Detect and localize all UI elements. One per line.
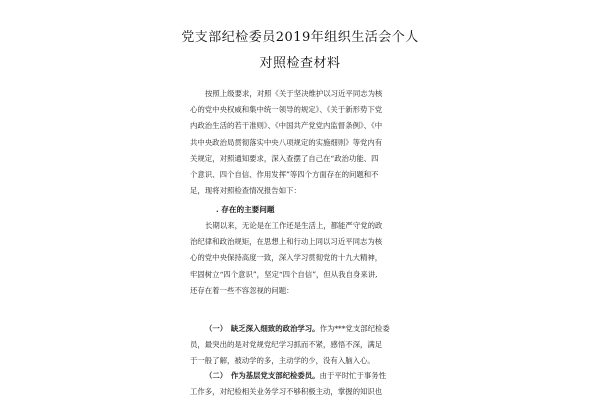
item-2-first-rest: 由于平时忙于事务性: [319, 371, 387, 380]
intro-line: 按照上级要求，对照《关于坚决维护以习近平同志为核: [205, 89, 383, 98]
section-line: 还存在着一些不容忽视的问题：: [190, 285, 294, 295]
item-1-paragraph: [190, 321, 412, 370]
item-1-line: 于一般了解，被动学的多，主动学的少，没有入脑入心。: [190, 356, 375, 366]
section-line: 长期以来，无论是在工作还是生活上，都能严守党的政: [205, 221, 383, 230]
intro-line: 心的党中央权威和集中统一领导的规定》、《关于新形势下党: [190, 105, 383, 115]
intro-line: 共中央政治局贯彻落实中央八项规定的实施细则》等党内有: [190, 137, 383, 147]
item-1-label: （一） 缺乏深入细致的政治学习。: [205, 324, 320, 333]
item-1-first-rest: 作为***党支部纪检委: [319, 324, 390, 333]
section-heading: . 存在的主要问题: [216, 205, 275, 214]
section-line: 治纪律和政治规矩，在思想上和行动上同以习近平同志为核: [190, 237, 383, 247]
intro-line: 足，现将对照检查情况报告如下：: [190, 186, 301, 196]
document-title-line-1: 党支部纪检委员2019年组织生活会个人: [181, 30, 419, 45]
section-line: 心的党中央保持高度一致，深入学习贯彻党的十九大精神，: [190, 253, 383, 263]
item-2-label: （二） 作为基层党支部纪检委员。: [205, 371, 320, 380]
item-1-first-line: [190, 321, 412, 337]
intro-paragraph: [190, 86, 412, 199]
section-line: 牢固树立“四个意识”，坚定“四个自信”，但从我自身来讲,: [190, 269, 378, 279]
item-2-line: 工作多，对纪检相关业务学习不够积极主动，掌握的知识也: [190, 387, 383, 397]
intro-line: 关规定，对照通知要求，深入查摆了自己在“政治功能、四: [190, 153, 379, 163]
item-2-first-line: [190, 368, 412, 384]
intro-line: 个意识、四个自信、作用发挥”等四个方面存在的问题和不: [190, 170, 379, 180]
section-paragraph: [190, 218, 412, 299]
item-1-line: 员，最突出的是对党规党纪学习抓而不紧，感悟不深，满足: [190, 340, 383, 350]
document-title-line-2: 对照检查材料: [259, 56, 341, 71]
item-2-paragraph: [190, 368, 412, 400]
intro-line: 内政治生活的若干准则》、《中国共产党党内监督条例》、《中: [190, 121, 383, 131]
